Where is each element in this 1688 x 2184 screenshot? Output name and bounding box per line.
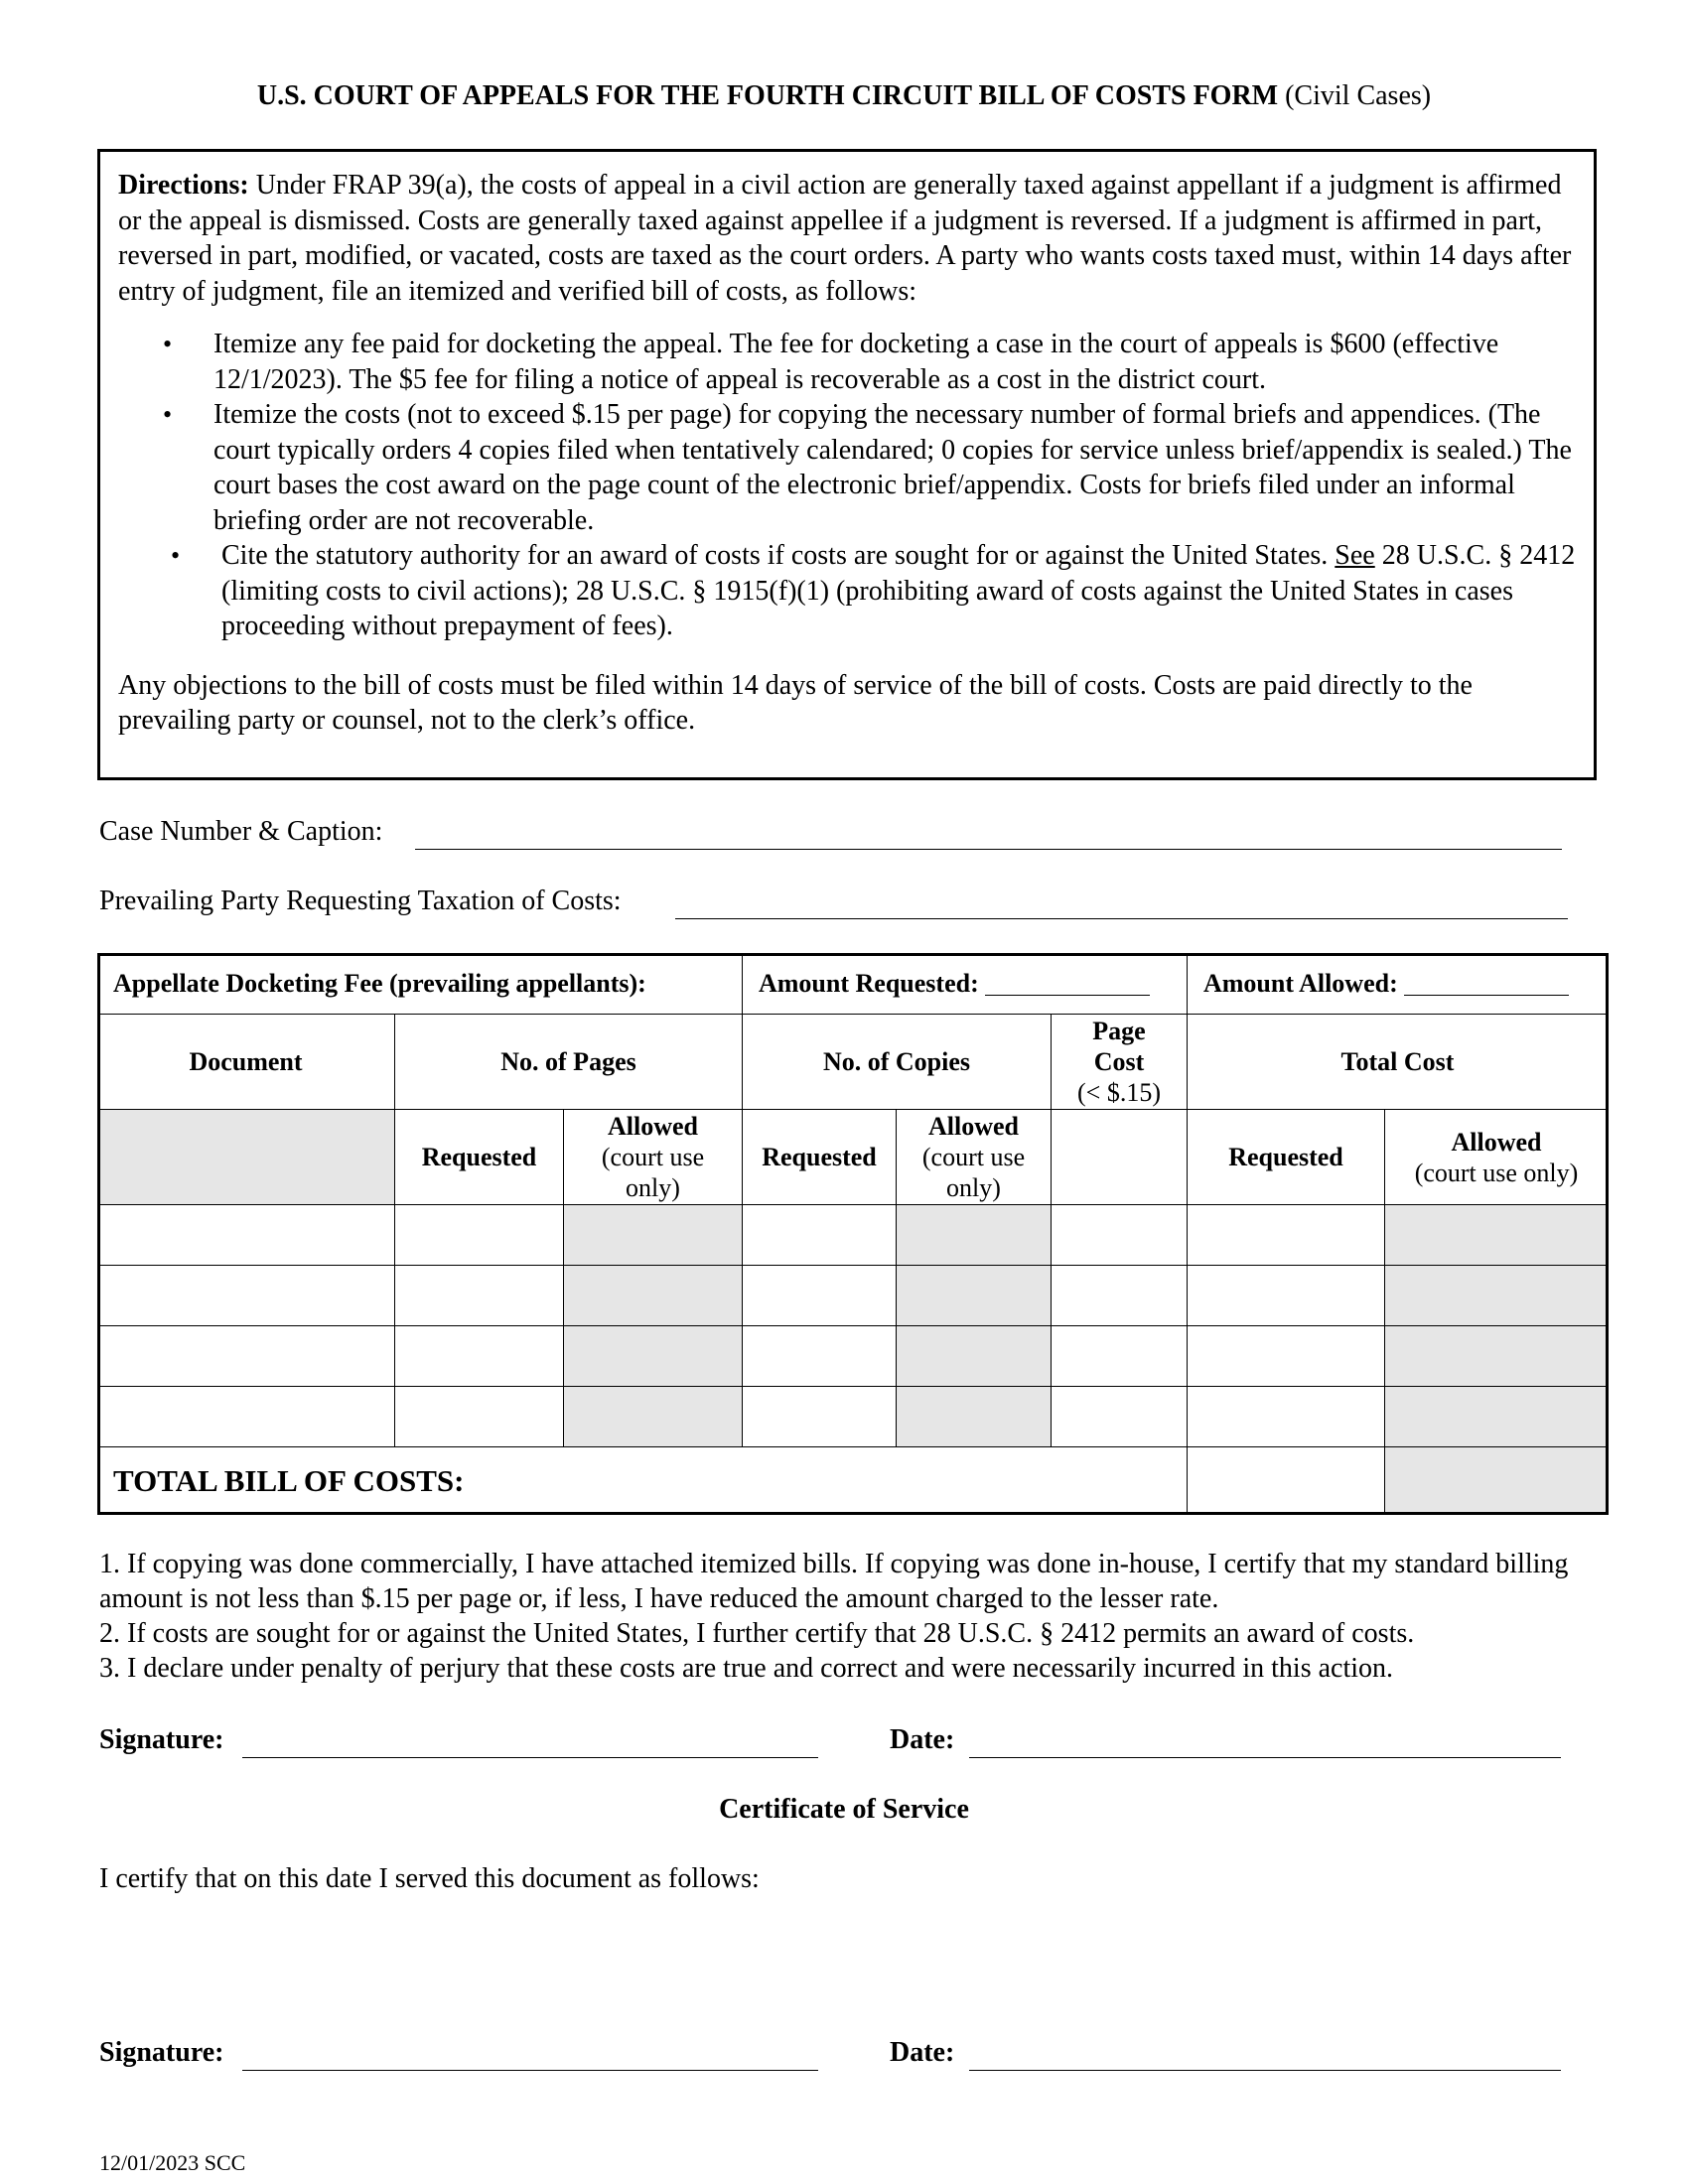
date-label-2: Date: (890, 2037, 955, 2068)
prevailing-party-field[interactable] (99, 885, 1589, 924)
table-row-1-pages-allowed (564, 1205, 743, 1266)
table-row-2-page-cost[interactable] (1052, 1266, 1188, 1326)
directions-intro (118, 168, 1576, 309)
table-row-1-total-requested[interactable] (1188, 1205, 1385, 1266)
directions-bullet-copying: • Itemize the costs (not to exceed $.15 per page) for copying the necessary number of formal briefs and appendices. (The court typically orders 4 copies filed when tentatively calendared; 0 copies for service unless brief/appendix is sealed.) The court bases the cost award on the page count of the electronic brief/appendix. Costs for briefs filed under an informal briefing order are not recoverable. (213, 397, 1576, 538)
table-row-4-total-allowed (1385, 1387, 1609, 1447)
header-total-cost: Total Cost (1188, 1015, 1609, 1110)
certification-3: 3. I declare under penalty of perjury that these costs are true and correct and were necessarily incurred in this action. (99, 1653, 1393, 1684)
subheader-total-allowed (1385, 1110, 1609, 1205)
subheader-copies-allowed (897, 1110, 1052, 1205)
table-row-1-document[interactable] (97, 1205, 395, 1266)
subheader-total-requested: Requested (1188, 1110, 1385, 1205)
form-title-suffix: (Civil Cases) (1278, 80, 1432, 111)
table-row-3-total-allowed (1385, 1326, 1609, 1387)
table-row-2-total-requested[interactable] (1188, 1266, 1385, 1326)
directions-label: Directions: (118, 170, 249, 201)
directions-bullet-docketing: • Itemize any fee paid for docketing the appeal. The fee for docketing a case in the court of appeals is $600 (effective 12/1/2023). The $5 fee for filing a notice of appeal is recoverable as a cost in the district court. (213, 327, 1576, 397)
amount-requested-cell[interactable] (743, 953, 1188, 1015)
table-row-1-pages-requested[interactable] (395, 1205, 564, 1266)
subheader-copies-only: only) (946, 1173, 1001, 1202)
header-page-cost-line2: Cost (1093, 1047, 1145, 1076)
table-row-1-copies-allowed (897, 1205, 1052, 1266)
table-row-3-page-cost[interactable] (1052, 1326, 1188, 1387)
table-row-3-document[interactable] (97, 1326, 395, 1387)
directions-box (97, 149, 1597, 780)
header-no-of-pages: No. of Pages (395, 1015, 743, 1110)
table-row-1-page-cost[interactable] (1052, 1205, 1188, 1266)
table-row-2-pages-requested[interactable] (395, 1266, 564, 1326)
case-number-label: Case Number & Caption: (99, 816, 383, 847)
revision-footer: 12/01/2023 SCC (99, 2150, 246, 2175)
signature-label-2: Signature: (99, 2037, 224, 2068)
subheader-pages-allowed (564, 1110, 743, 1205)
amount-allowed-line[interactable] (1404, 971, 1569, 996)
table-row-4-page-cost[interactable] (1052, 1387, 1188, 1447)
certificate-of-service-text: I certify that on this date I served this document as follows: (99, 1863, 760, 1894)
amount-requested-label: Amount Requested: (759, 969, 979, 998)
certification-2: 2. If costs are sought for or against the United States, I further certify that 28 U.S.C. § 2412 permits an award of costs. (99, 1618, 1415, 1649)
table-row-2-copies-requested[interactable] (743, 1266, 897, 1326)
subheader-page-cost-blank (1052, 1110, 1188, 1205)
signature-label-1: Signature: (99, 1724, 224, 1755)
subheader-pages-requested: Requested (395, 1110, 564, 1205)
amount-requested-line[interactable] (985, 971, 1150, 996)
table-row-2-document[interactable] (97, 1266, 395, 1326)
signature-line-1[interactable] (242, 1757, 818, 1758)
table-row-2-copies-allowed (897, 1266, 1052, 1326)
certifications (99, 1547, 1609, 1686)
header-no-of-copies: No. of Copies (743, 1015, 1052, 1110)
table-row-3-total-requested[interactable] (1188, 1326, 1385, 1387)
form-title (0, 79, 1688, 113)
case-number-line[interactable] (415, 849, 1562, 850)
date-label-1: Date: (890, 1724, 955, 1755)
table-row-1-copies-requested[interactable] (743, 1205, 897, 1266)
table-row-3-pages-allowed (564, 1326, 743, 1387)
directions-list (118, 327, 1576, 644)
docketing-fee-label: Appellate Docketing Fee (prevailing appellants): (97, 953, 743, 1015)
date-line-2[interactable] (969, 2070, 1561, 2071)
table-row-4-copies-requested[interactable] (743, 1387, 897, 1447)
case-number-field[interactable] (99, 815, 1569, 855)
signature-line-2[interactable] (242, 2070, 818, 2071)
table-row-4-pages-allowed (564, 1387, 743, 1447)
subheader-pages-only: only) (626, 1173, 680, 1202)
signature-field-2[interactable] (99, 2036, 824, 2076)
header-page-cost-line1: Page (1092, 1017, 1146, 1045)
date-line-1[interactable] (969, 1757, 1561, 1758)
certificate-of-service-title: Certificate of Service (719, 1794, 969, 1825)
date-field-2[interactable] (890, 2036, 1565, 2076)
subheader-copies-requested: Requested (743, 1110, 897, 1205)
table-row-4-total-requested[interactable] (1188, 1387, 1385, 1447)
header-document: Document (97, 1015, 395, 1110)
subheader-document-blank (97, 1110, 395, 1205)
total-allowed-cell (1385, 1447, 1609, 1515)
prevailing-party-label: Prevailing Party Requesting Taxation of Costs: (99, 886, 622, 916)
total-bill-label: TOTAL BILL OF COSTS: (97, 1447, 1188, 1515)
subheader-pages-court-use: (court use (601, 1143, 705, 1171)
directions-intro-text: Under FRAP 39(a), the costs of appeal in a civil action are generally taxed against appellant if a judgment is affirmed or the appeal is dismissed. Costs are generally taxed against appellee if a judgment is reversed. If a judgment is affirmed in part, reversed in part, modified, or vacated, costs are taxed as the court orders. A party who wants costs taxed must, within 14 days after entry of judgment, file an itemized and verified bill of costs, as follows: (118, 170, 1572, 307)
subheader-pages-allowed-label: Allowed (608, 1112, 698, 1141)
header-page-cost-line3: (< $.15) (1077, 1078, 1161, 1107)
see-signal: See (1335, 540, 1375, 571)
certification-1: 1. If copying was done commercially, I have attached itemized bills. If copying was done in-house, I certify that my standard billing amount is not less than $.15 per page or, if less, I have reduced the amount charged to the lesser rate. (99, 1549, 1569, 1614)
table-row-2-pages-allowed (564, 1266, 743, 1326)
directions-objections: Any objections to the bill of costs must be filed within 14 days of service of the bill of costs. Costs are paid directly to the prevailing party or counsel, not to the clerk’s office. (118, 669, 1473, 736)
total-requested-cell[interactable] (1188, 1447, 1385, 1515)
table-row-2-total-allowed (1385, 1266, 1609, 1326)
date-field-1[interactable] (890, 1723, 1565, 1763)
header-page-cost (1052, 1015, 1188, 1110)
table-row-3-copies-requested[interactable] (743, 1326, 897, 1387)
table-row-3-copies-allowed (897, 1326, 1052, 1387)
subheader-copies-allowed-label: Allowed (928, 1112, 1019, 1141)
signature-field-1[interactable] (99, 1723, 824, 1763)
statutory-text-a: Cite the statutory authority for an award of costs if costs are sought for or against the United States. (221, 540, 1336, 571)
table-row-4-document[interactable] (97, 1387, 395, 1447)
subheader-total-allowed-label: Allowed (1451, 1127, 1542, 1157)
subheader-total-court-use-only: (court use only) (1414, 1158, 1579, 1187)
directions-bullet-statutory (213, 538, 1576, 644)
costs-table (97, 953, 1609, 1515)
amount-allowed-label: Amount Allowed: (1203, 969, 1398, 998)
statutory-text-b: 28 U.S.C. § 2412 (limiting costs to civil actions); 28 U.S.C. § 1915(f)(1) (prohibiting award of costs against the United States in cases proceeding without prepayment of fees). (221, 540, 1576, 641)
form-title-bold: U.S. COURT OF APPEALS FOR THE FOURTH CIRCUIT BILL OF COSTS FORM (256, 80, 1279, 111)
amount-allowed-cell[interactable] (1188, 953, 1609, 1015)
table-row-3-pages-requested[interactable] (395, 1326, 564, 1387)
table-row-4-copies-allowed (897, 1387, 1052, 1447)
table-row-4-pages-requested[interactable] (395, 1387, 564, 1447)
subheader-copies-court-use: (court use (921, 1143, 1026, 1171)
prevailing-party-line[interactable] (675, 918, 1568, 919)
table-row-1-total-allowed (1385, 1205, 1609, 1266)
